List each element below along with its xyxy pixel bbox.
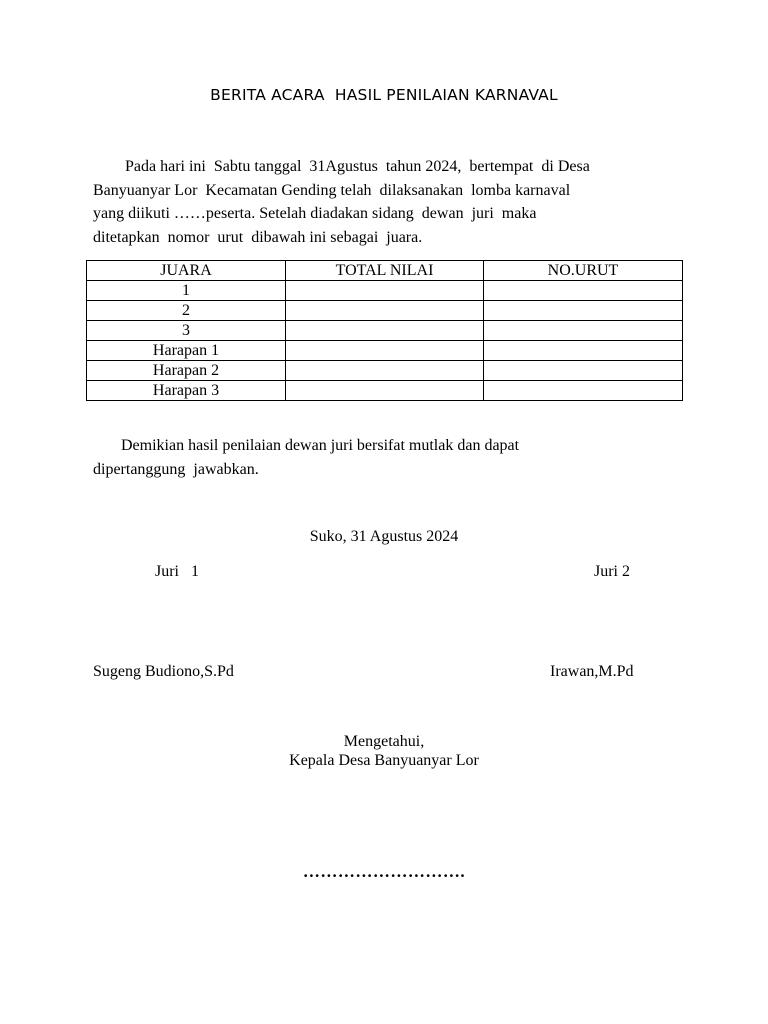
- intro-line-4: ditetapkan nomor urut dibawah ini sebagai juara.: [93, 229, 423, 246]
- closing-line-2: dipertanggung jawabkan.: [93, 461, 259, 478]
- table-header-row: [87, 261, 683, 281]
- header-no-urut: NO.URUT: [484, 261, 683, 281]
- total-score-cell: [286, 281, 484, 301]
- rank-cell: Harapan 2: [87, 361, 286, 381]
- acknowledged-label: Mengetahui,: [343, 733, 425, 750]
- intro-line-1: Pada hari ini Sabtu tanggal 31Agustus tahun 2024, bertempat di Desa: [93, 158, 590, 175]
- judge-1-name: Sugeng Budiono,S.Pd: [93, 663, 234, 680]
- rank-cell: Harapan 3: [87, 381, 286, 401]
- rank-cell: Harapan 1: [87, 341, 286, 361]
- total-score-cell: [286, 341, 484, 361]
- closing-line-1: Demikian hasil penilaian dewan juri bersifat mutlak dan dapat: [93, 437, 520, 454]
- judge-2-name: Irawan,M.Pd: [550, 663, 634, 680]
- table-row: [87, 301, 683, 321]
- table-row: [87, 321, 683, 341]
- intro-line-3: yang diikuti ……peserta. Setelah diadakan sidang dewan juri maka: [93, 205, 537, 222]
- order-number-cell: [484, 301, 683, 321]
- place-date: Suko, 31 Agustus 2024: [309, 528, 459, 545]
- results-table: [86, 260, 683, 401]
- rank-cell: 2: [87, 301, 286, 321]
- document-title: BERITA ACARA HASIL PENILAIAN KARNAVAL: [210, 86, 558, 104]
- total-score-cell: [286, 301, 484, 321]
- order-number-cell: [484, 281, 683, 301]
- total-score-cell: [286, 321, 484, 341]
- intro-line-2: Banyuanyar Lor Kecamatan Gending telah dilaksanakan lomba karnaval: [93, 182, 571, 199]
- table-row: [87, 281, 683, 301]
- order-number-cell: [484, 381, 683, 401]
- table-row: [87, 341, 683, 361]
- judge-2-label: Juri 2: [594, 563, 630, 580]
- rank-cell: 3: [87, 321, 286, 341]
- total-score-cell: [286, 361, 484, 381]
- total-score-cell: [286, 381, 484, 401]
- rank-cell: 1: [87, 281, 286, 301]
- order-number-cell: [484, 361, 683, 381]
- order-number-cell: [484, 341, 683, 361]
- judge-1-label: Juri 1: [155, 563, 199, 580]
- table-row: [87, 361, 683, 381]
- order-number-cell: [484, 321, 683, 341]
- header-juara: JUARA: [87, 261, 286, 281]
- header-total-nilai: TOTAL NILAI: [286, 261, 484, 281]
- signature-placeholder: ……………………….: [302, 862, 466, 881]
- village-head-title: Kepala Desa Banyuanyar Lor: [289, 752, 479, 769]
- table-row: [87, 381, 683, 401]
